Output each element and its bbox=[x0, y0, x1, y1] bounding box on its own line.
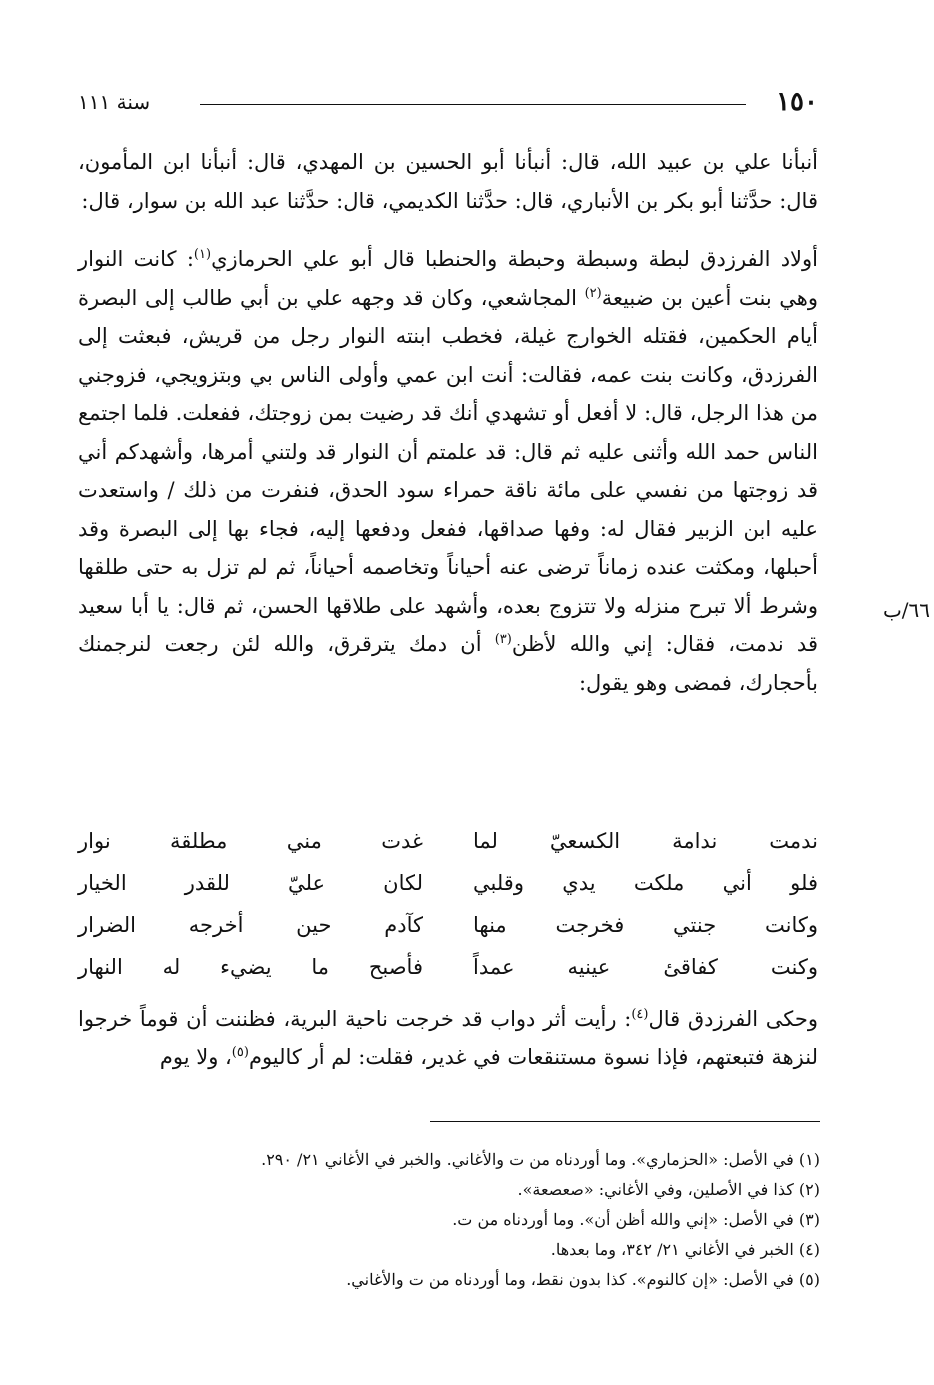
header-rule bbox=[200, 104, 746, 105]
first-hemistich: وكانت جنتي فخرجت منها bbox=[473, 913, 818, 937]
running-title: سنة ١١١ bbox=[78, 90, 151, 114]
page-number: ١٥٠ bbox=[776, 87, 818, 117]
continuation-text-2: : رأيت أثر دواب قد خرجت ناحية البرية، فظننت أن قوماً خرجوا لنزهة فتبعتهم، فإذا نسوة مستنقعات في غدير، فقلت: لم أر كاليوم bbox=[78, 1007, 818, 1069]
footnote: (٤) الخبر في الأغاني ٢١/ ٣٤٢، وما بعدها. bbox=[550, 1240, 820, 1259]
first-hemistich: فلو أني ملكت يدي وقلبي bbox=[473, 871, 818, 895]
second-hemistich: فأصبح ما يضيء له النهار bbox=[78, 955, 423, 979]
running-header bbox=[78, 82, 818, 122]
second-hemistich: غدت مني مطلقة نوار bbox=[78, 829, 423, 853]
footnote: (٢) كذا في الأصلين، وفي الأغاني: «صعصعة». bbox=[517, 1180, 820, 1199]
continuation-text-1: وحكى الفرزدق قال bbox=[648, 1007, 819, 1031]
footnote: (٣) في الأصل: «إني والله أظن أن». وما أوردناه من ت. bbox=[452, 1210, 820, 1229]
narrative-text-4: أن دمك يترقرق، والله لئن رجعت لنرجمنك بأحجارك، فمضى وهو يقول: bbox=[78, 632, 818, 695]
narrative-paragraph bbox=[78, 240, 818, 702]
first-hemistich: ندمت ندامة الكسعيّ لما bbox=[473, 829, 818, 853]
narrative-text-3: المجاشعي، وكان قد وجهه علي بن أبي طالب إلى البصرة أيام الحكمين، فقتله الخوارج غيلة، فخطب ابنته النوار رجل من قريش، فبعثت إلى الفرزدق، وكانت بنت عمه، فقالت: أنت ابن عمي وأولى الناس بي وبتزويجي، فزوجني من هذا الرجل، قال: لا أفعل أو تشهدي أنك قد رضيت بمن زوجتك، ففعلت. فلما اجتمع الناس حمد الله وأثنى عليه ثم قال: قد علمتم أن النوار قد ولتني أمرها، وأشهدكم أني قد زوجتها من نفسي على مائة ناقة حمراء سود الحدق، فنفرت من ذلك / واستعدت عليه ابن الزبير فقال له: وفها صداقها، ففعل ودفعها إليه، فجاء بها إلى البصرة وقد أحبلها، ومكثت عنده زماناً ترضى عنه أحياناً وتخاصمه أحياناً، ثم لم تزل به حتى طلقها وشرط ألا تبرح منزله ولا تتزوج بعده، وأشهد على طلاقها الحسن، ثم قال: يا أبا سعيد قد ندمت، فقال: إني والله لأظن bbox=[78, 285, 818, 656]
verse-line bbox=[78, 946, 818, 988]
isnad-paragraph: أنبأنا علي بن عبيد الله، قال: أنبأنا أبو الحسين بن المهدي، قال: أنبأنا ابن المأمون، قال: حدَّثنا أبو بكر بن الأنباري، قال: حدَّثنا الكديمي، قال: حدَّثنا عبد الله بن سوار، قال: bbox=[78, 150, 818, 213]
verse-line bbox=[78, 904, 818, 946]
second-hemistich: كآدم حين أخرجه الضرار bbox=[78, 913, 423, 937]
continuation-text-3: ، ولا يوم bbox=[159, 1045, 232, 1069]
first-hemistich: وكنت كفاقئ عينيه عمداً bbox=[473, 955, 818, 979]
footnote-marker-5[interactable]: (٥) bbox=[231, 1045, 249, 1060]
manuscript-folio-marker: ٦٦/ب bbox=[882, 598, 930, 622]
footnote: (١) في الأصل: «الحزماري». وما أوردناه من ت والأغاني. والخبر في الأغاني ٢١/ ٢٩٠. bbox=[261, 1150, 820, 1169]
footnote-separator bbox=[430, 1121, 820, 1122]
footnotes bbox=[200, 1145, 820, 1295]
footnote-marker-4[interactable]: (٤) bbox=[631, 1007, 649, 1022]
footnote-marker-3[interactable]: (٣) bbox=[494, 632, 512, 647]
verse-line bbox=[78, 820, 818, 862]
footnote-marker-2[interactable]: (٢) bbox=[584, 285, 602, 301]
narrative-text-2: : كانت النوار وهي بنت أعين بن ضبيعة bbox=[78, 247, 818, 310]
main-text bbox=[78, 143, 818, 702]
verse-line bbox=[78, 862, 818, 904]
narrative-text-1: أولاد الفرزدق لبطة وسبطة وحبطة والحنطبا قال أبو علي الحرمازي bbox=[211, 247, 818, 271]
footnote: (٥) في الأصل: «إن كالنوم». كذا بدون نقط، وما أوردناه من ت والأغاني. bbox=[346, 1270, 820, 1289]
continuation-text bbox=[78, 1000, 818, 1076]
second-hemistich: لكان عليّ للقدر الخيار bbox=[78, 871, 423, 895]
footnote-marker-1[interactable]: (١) bbox=[193, 247, 212, 262]
poem bbox=[78, 820, 818, 988]
continuation-paragraph bbox=[78, 1000, 818, 1076]
